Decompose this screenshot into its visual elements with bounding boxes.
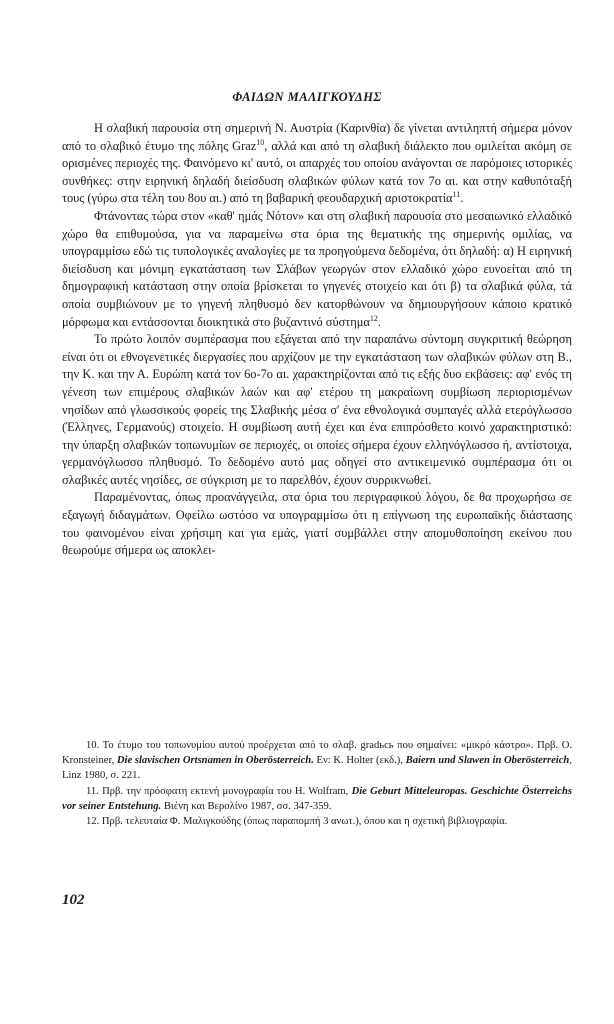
footnote-ref: 12: [369, 313, 378, 323]
footnote: 12. Πρβ. τελευταία Φ. Μαλιγκούδης (όπως παραπομπή 3 ανωτ.), όπου και η σχετική βιβλιογραφία.: [86, 816, 508, 828]
footnote-ref: 10: [256, 137, 265, 147]
footnotes: [62, 738, 572, 829]
footnote: 11. Πρβ. την πρόσφατη εκτενή μονογραφία του H. Wolfram, Die Geburt Mitteleuropas. Geschichte Österreichs vor seiner Entstehung. Βιένη και Βερολίνο 1987, σσ. 347-359.: [62, 785, 573, 812]
running-header: ΦΑΙΔΩΝ ΜΑΛΙΓΚΟΥΔΗΣ: [232, 90, 382, 104]
footnote: 10. Το έτυμο του τοπωνυμίου αυτού προέρχεται από το σλαβ. gradьсь που σημαίνει: «μικρό κάστρο». Πρβ. O. Kronsteiner, Die slavischen Ortsnamen in Oberösterreich. Εν: K. Holter (εκδ.), Baiern und Slawen in Oberösterreich, Linz 1980, σ. 221.: [62, 740, 572, 782]
paragraph: Παραμένοντας, όπως προανάγγειλα, στα όρια του περιγραφικού λόγου, δε θα προχωρήσω σε εξαγωγή διδαγμάτων. Οφείλω ωστόσο να υπογραμμίσω ότι η επίγνωση της ευρωπαϊκής διάστασης του φαινομένου είναι χρήσιμη και για εμάς, γιατί συμβάλλει στην απομυθοποίηση εκείνου που θεωρούμε σήμερα ως αποκλει-: [62, 490, 572, 558]
paragraph: Η σλαβική παρουσία στη σημερινή Ν. Αυστρία (Καρινθία) δε γίνεται αντιληπτή σήμερα μόνον από το σλαβικό έτυμο της πόλης Graz$^{10}$, αλλά και από τη σλαβική διάλεκτο που ομιλείται ακόμη σε ορισμένες περιοχές της. Φαινόμενο κι' αυτό, οι απαρχές του οποίου ανάγονται σε παρόμοιες ιστορικές συνθήκες: στην ειρηνική δηλαδή διείσδυση σλαβικών φύλων κατά τον 7ο αι. και στην καθυπόταξή τους (γύρω στα τέλη του 8ου αι.) από τη βαβαρική φεουδαρχική αριστοκρατία$^{11}$.: [62, 121, 572, 206]
paragraph: Φτάνοντας τώρα στον «καθ' ημάς Νότον» και στη σλαβική παρουσία στο μεσαιωνικό ελλαδικό χώρο θα επιθυμούσα, για να παραμείνω στα όρια της θεματικής της σημερινής ομιλίας, να υπογραμμίσω εδώ τις τυπολογικές αναλογίες με τα προηγούμενα δεδομένα, ότι δηλαδή: α) Η ειρηνική διείσδυση και μόνιμη εγκατάσταση των Σλάβων γεωργών στον ελλαδικό χώρο ευνοείται από τη δημογραφική κατάσταση στην οποία βρίσκεται το γηγενές στοιχείο και ότι β) τα σλαβικά φύλα, τά οποία συμβιώνουν με το γηγενή πληθυσμό δεν κατορθώνουν να δημιουργήσουν κάποιο κρατικό μόρφωμα και εντάσσονται διοικητικά στο βυζαντινό σύστημα$^{12}$.: [62, 208, 572, 329]
main-text: [62, 120, 572, 560]
page-number: 102: [62, 892, 85, 908]
paragraph: Το πρώτο λοιπόν συμπέρασμα που εξάγεται από την παραπάνω σύντομη συγκριτική θεώρηση είναι ότι οι εθνογενετικές διεργασίες που αρχίζουν με την εγκατάσταση των σλαβικών φύλων στη Β., την Κ. και την Α. Ευρώπη κατά τον 6ο-7ο αι. χαρακτηρίζονται από τις εξής δυο εκβάσεις: αφ' ενός τη γένεση των επιμέρους σλαβικών λαών και αφ' ετέρου τη μακραίωνη συμβίωση περιορισμένων νησίδων από γλωσσικούς φορείς της Σλαβικής μέσα σ' ένα εθνολογικά συμπαγές αλλά ετερόγλωσσο (Έλληνες, Γερμανούς) στοιχείο. Η συμβίωση αυτή έχει και ένα επιπρόσθετο κοινό χαρακτηριστικό: την ύπαρξη σλαβικών τοπωνυμίων σε περιοχές, οι οποίες σήμερα έχουν ελληνόγλωσσο ή, αντίστοιχα, γερμανόγλωσσο πληθυσμό. Το δεδομένο αυτό μας οδηγεί στο αντικειμενικό συμπέρασμα ότι οι σλαβικές αυτές νησίδες, σε σύγκριση με το παρελθόν, έχουν συρρικνωθεί.: [62, 332, 572, 487]
footnote-ref: 11: [452, 190, 461, 200]
